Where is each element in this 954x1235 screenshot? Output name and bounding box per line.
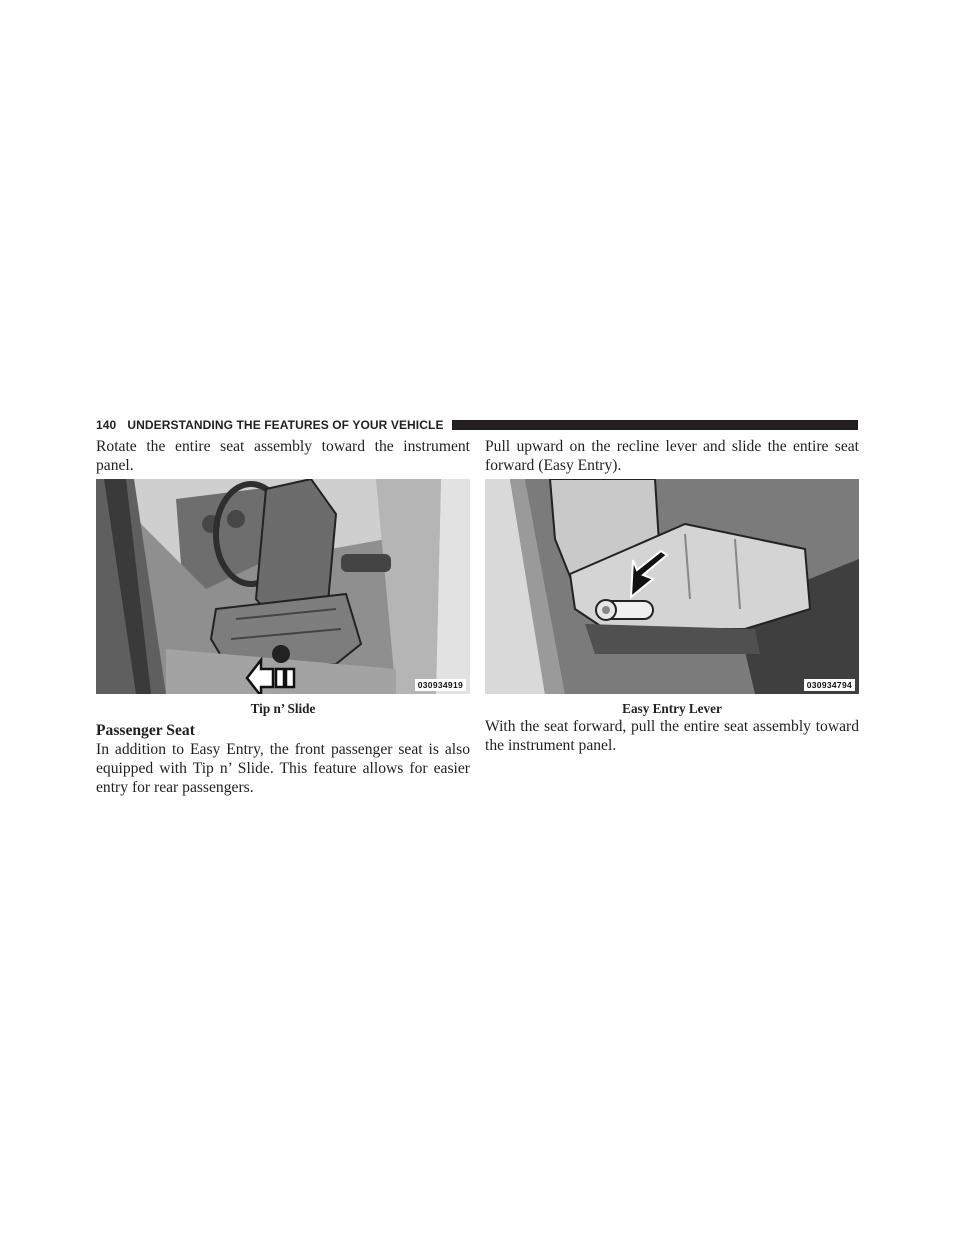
figure-code: 030934794 [804,679,855,691]
right-column [485,437,859,755]
easy-entry-lever-illustration [485,479,859,694]
section-heading: Passenger Seat [96,722,195,739]
passenger-seat-paragraph: In addition to Easy Entry, the front passenger seat is also equipped with Tip n’ Slide. This feature allows for easier entry for rear passengers. [96,741,470,796]
tip-n-slide-drawing [96,479,470,694]
left-intro-paragraph: Rotate the entire seat assembly toward the instrument panel. [96,438,470,474]
chapter-title: UNDERSTANDING THE FEATURES OF YOUR VEHICLE [127,418,444,432]
easy-entry-drawing [485,479,859,694]
page-number: 140 [96,418,117,432]
figure-caption: Tip n’ Slide [250,701,316,716]
header-rule [452,420,858,430]
seat-forward-paragraph: With the seat forward, pull the entire seat assembly toward the instrument panel. [485,718,859,754]
page-header [96,417,858,433]
figure-code: 030934919 [415,679,466,691]
right-intro-paragraph: Pull upward on the recline lever and slide the entire seat forward (Easy Entry). [485,438,859,474]
left-column [96,437,470,797]
tip-n-slide-illustration [96,479,470,694]
figure-caption: Easy Entry Lever [622,701,722,716]
